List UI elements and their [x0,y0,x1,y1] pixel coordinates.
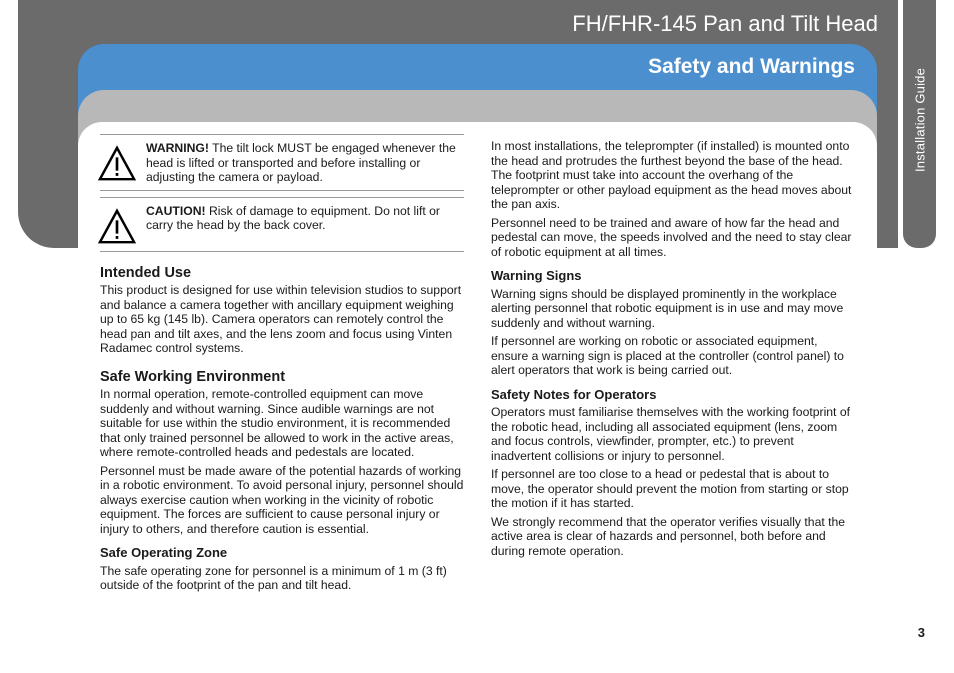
warning-label: WARNING! [146,141,209,155]
intro-paragraph: In most installations, the teleprompter (if installed) is mounted onto the head and protrudes the furthest beyond the base of the head. The footprint must take into account the overhang of the teleprompter or other payload equipment as the head moves about the pan axis. [491,139,852,211]
warning-notice [100,134,464,191]
intro-paragraph: Personnel need to be trained and aware of how far the head and pedestal can move, the speeds involved and the need to stay clear of robotic equipment at all times. [491,215,852,259]
section-title: Safety and Warnings [648,55,855,78]
warning-signs-heading: Warning Signs [491,268,582,283]
intended-use-paragraph: This product is designed for use within television studios to support and balance a camera together with ancillary equipment weighing up to 65 kg (145 lb). Camera operators can remotely control the head pan and tilt axes, and the lens zoom and focus using Vinten Radamec control systems. [100,283,462,355]
warning-triangle-icon [98,208,136,246]
caution-label: CAUTION! [146,203,206,218]
safety-notes-paragraph: Operators must familiarise themselves with the working footprint of the robotic head, including all associated equipment (lens, zoom and focus controls, viewfinder, prompter, etc.) to prevent inadvertent collisions or injury to personnel. [491,405,850,463]
side-tab-label: Installation Guide [912,67,927,173]
safety-notes-paragraph: We strongly recommend that the operator verifies visually that the active area is clear of hazards and personnel, both before and during remote operation. [491,514,846,558]
left-column [100,134,464,597]
safe-zone-heading: Safe Operating Zone [100,545,228,560]
intended-use-heading: Intended Use [100,264,192,281]
caution-text [146,204,464,233]
safe-environment-paragraph: In normal operation, remote-controlled equipment can move suddenly and without warning. Since audible warnings are not suitable for use within the studio environment, it is recommended that only trained personnel be allowed to work in the active areas, where remote-controlled heads and pedestals are located. [100,387,454,459]
safe-environment-heading: Safe Working Environment [100,368,286,385]
warning-text [146,141,464,185]
safe-zone-paragraph: The safe operating zone for personnel is a minimum of 1 m (3 ft) outside of the footprint of the pan and tilt head. [100,563,447,592]
warning-signs-paragraph: If personnel are working on robotic or associated equipment, ensure a warning sign is placed at the controller (control panel) to alert operators that work is being carried out. [491,334,844,377]
safety-notes-heading: Safety Notes for Operators [491,386,657,402]
warning-body: The tilt lock MUST be engaged whenever the head is lifted or transported and before installing or adjusting the camera or payload. [146,141,456,184]
right-column [491,139,853,562]
safety-notes-paragraph: If personnel are too close to a head or pedestal that is about to move, the operator should prevent the motion from starting or stop the motion if it has started. [491,467,849,510]
warning-triangle-icon [98,145,136,183]
page-number: 3 [917,625,925,640]
document-title: FH/FHR-145 Pan and Tilt Head [572,11,878,36]
caution-body: Risk of damage to equipment. Do not lift or carry the head by the back cover. [146,203,440,232]
warning-signs-paragraph: Warning signs should be displayed prominently in the workplace alerting personnel that robotic equipment is in use and may move suddenly and without warning. [491,286,844,330]
side-tab-label-wrap [903,0,936,248]
safe-environment-paragraph: Personnel must be made aware of the potential hazards of working in a robotic environment. To avoid personal injury, personnel should always exercise caution when working in the vicinity of robotic equipment. The forces are sufficient to cause personal injury or injury to others, and therefore caution is essential. [100,463,464,536]
caution-notice [100,197,464,252]
